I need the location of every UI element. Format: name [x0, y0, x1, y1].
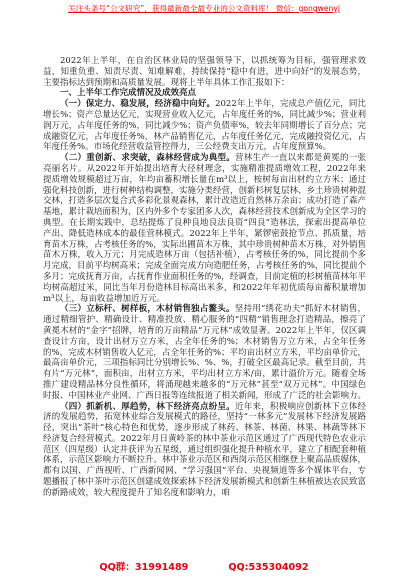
contact-footer	[0, 562, 408, 574]
item-lead: （二）重创新、求突破，森林经营成为典型。	[60, 153, 235, 164]
item-lead: （三）立标杆、树样板，木材销售独占鳌头。	[60, 304, 235, 315]
item-body: 营林生产一直以来都是黄冕的一张亮丽名片。从2022年开始提出培育大径材理念，实施精准提质增效工程，2022年来提质增效规模超过万亩，年均亩蓄积增长量在m³以上，桉树每亩出材约立方米；通过强化科技创新，进行树种结构调整，实施分类经营，创新杉树复层林、乡土珍贵树种混交林，打造多层次复合式多彩化景观森林，累计改造近自然林万余亩；成功打造了森产基地，累计栽培面积为，区内外多个专家团多人次，森林经营技术创新成为全区学习的典型。在长期实践中，总结提炼了良种良地良法良资“四良”造林法，探索出提高单位产出、降低造林成本的最佳营林模式。2022年上半年，紧锣密鼓抢节点、抓质量，培育苗木万株，占考核任务的%，实际出圃苗木万株，其中珍贵树种苗木万株，对外销售苗木万株，收入万元；月完成造林万亩（包括补植），占考核任务的%，同比提前个多月完成，目前平均树高米；完成全面完成方向造肥任务，占考核任务的%，同比提前个多月；完成抚育万亩，占抚育作业面积任务的%，经调查，目前定植的杉树植苗林年平均树高超过米，同比当年月份造林目标高出米多，和2022年年初优质每亩蓄积量增加m³以上，每亩收益增加近万元。	[43, 153, 366, 304]
item-body: 近年来，积极响应创新林下立体经济的发展趋势，拓宽林业综合发展模式的路径，坚持“一林多元”发展林下经济发展路径，突出“茶叶”核心特色和优势，逐步形成了林药、林茶、林菌、林果、林蔬等林下经济复合经营模式。2022年月日黄岭茶的林中茶业示范区通过了广西现代特色农业示范区（四星级）认定并获评为五星级，通过组织强化提升种植水平，建立了相配套种植体系，示范区影响力不断拉升。林中茶业示范区和西岗示范区相继登上聚高品质媒体，都有以国、广西视听、广西新闻网、“学习强国”平台、央视频道等多个媒体平台，专题播报了林中茶叶示范区创建成效探索林下经济发展新模式和创新生林植被达农民致富的新路成效，较大程度提升了知名度和影响力，咱	[43, 401, 366, 498]
item-body: 2022年上半年，完成总产值亿元，同比增长%；资产总量达亿元，实现营业收入亿元，占年度任务的%，同比减少%；营业利润万元，占年度任务的%，同比减少%；资产负债率%，较去年同期增长了百分点；完成融资亿元，占年度任务%，林产品销售亿元，占年度任务亿元，完成融投资亿元，占年度任务%。市场化经营收益管控得力，三公经费支出万元，占年度预算%。	[43, 99, 366, 153]
item-lead: （四）抓新机、厚趋势，林下经济亮点纷呈。	[60, 401, 235, 412]
intro-paragraph: 2022年上半年，在自治区林业局的坚强领导下，以抓统筹为目标，强管理求效益，知重负重、知责尽责、知难解难，持续保持“稳中有进，进中向好”的发展态势，主要指标达到预期和高质量发展。现将上半年具体工作汇报如下：	[43, 56, 366, 88]
item-body: 坚持用“绣花功夫”抓好木材销售，通过精细管护、精确设计、精准投放、精心服务的“四精”销售理念打造精品，擦亮了黄冕木材的“金字”招牌，培育的万亩精品“万元林”成效显著。2022年上半年，仅区调查设计方亩，设计出材万立方米，占全年任务的%；木材销售万立方米，占全年任务的%，完成木材销售收入亿元，占全年任务的%；平均亩出材立方米，平均亩单价元，最高亩单价元，三项指标同比分别增长%、%、%，打破全区最高记录。截至目前，共有片“万元林”，面积亩，出材立方米，平均出材立方米/亩，累计溢价万元。随着全场推广建设精品林分良性循环，将涌现越来越多的“万元林”甚至“双万元林”。中国绿色时报、中国林业产业网、广西日报等连续报道了相关新闻，形成了广泛的社会影响力。	[43, 304, 366, 401]
section-item-2	[43, 153, 366, 304]
item-lead: （一）保定力、稳发展，经济稳中向好。	[60, 99, 216, 110]
qq-group-number: QQ群：31991489	[99, 562, 189, 573]
promo-header-link[interactable]: 关注头条号“公文研究”，获得最新最全最专业的公文资料库！ 微信：gongwenyj	[68, 4, 340, 13]
section-item-1	[43, 99, 366, 153]
section-item-3	[43, 304, 366, 401]
document-body	[43, 56, 366, 556]
qq-number: QQ:535304092	[228, 562, 309, 573]
section-heading: 一、上半年工作完成情况及成效亮点	[60, 88, 197, 99]
section-item-4	[43, 402, 366, 499]
